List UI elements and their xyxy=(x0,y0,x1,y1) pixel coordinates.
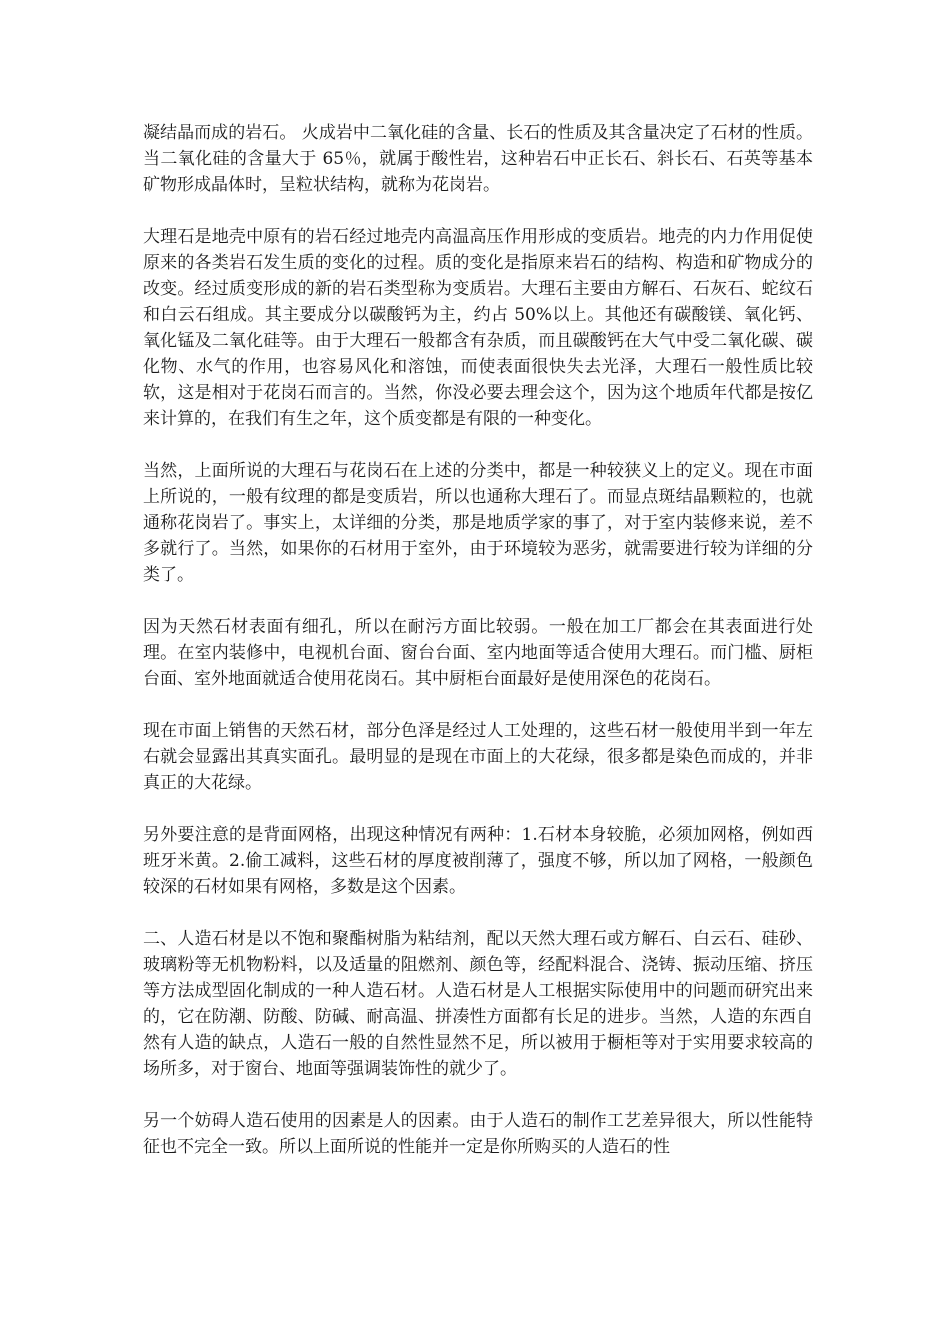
paragraph-human-factor: 另一个妨碍人造石使用的因素是人的因素。由于人造石的制作工艺差异很大，所以性能特征也不完全一致。所以上面所说的性能并一定是你所购买的人造石的性 xyxy=(143,1111,813,1157)
paragraph-artificial-stone: 二、人造石材是以不饱和聚酯树脂为粘结剂，配以天然大理石或方解石、白云石、硅砂、玻璃粉等无机物粉料，以及适量的阻燃剂、颜色等，经配料混合、浇铸、振动压缩、挤压等方法成型固化制成的一种人造石材。人造石材是人工根据实际使用中的问题而研究出来的，它在防潮、防酸、防碱、耐高温、拼凑性方面都有长足的进步。当然，人造的东西自然有人造的缺点，人造石一般的自然性显然不足，所以被用于橱柜等对于实用要求较高的场所多，对于窗台、地面等强调装饰性的就少了。 xyxy=(143,929,813,1079)
paragraph-classification: 当然，上面所说的大理石与花岗石在上述的分类中，都是一种较狭义上的定义。现在市面上所说的，一般有纹理的都是变质岩，所以也通称大理石了。而显点斑结晶颗粒的，也就通称花岗岩了。事实上，太详细的分类，那是地质学家的事了，对于室内装修来说，差不多就行了。当然，如果你的石材用于室外，由于环境较为恶劣，就需要进行较为详细的分类了。 xyxy=(143,461,813,585)
paragraph-granite-definition: 凝结晶而成的岩石。 火成岩中二氧化硅的含量、长石的性质及其含量决定了石材的性质。当二氧化硅的含量大于 65％，就属于酸性岩，这种岩石中正长石、斜长石、石英等基本矿物形成晶体时，呈粒状结构，就称为花岗岩。 xyxy=(143,123,813,195)
paragraph-marble-definition: 大理石是地壳中原有的岩石经过地壳内高温高压作用形成的变质岩。地壳的内力作用促使原来的各类岩石发生质的变化的过程。质的变化是指原来岩石的结构、构造和矿物成分的改变。经过质变形成的新的岩石类型称为变质岩。大理石主要由方解石、石灰石、蛇纹石和白云石组成。其主要成分以碳酸钙为主，约占 50%以上。其他还有碳酸镁、氧化钙、氧化锰及二氧化硅等。由于大理石一般都含有杂质，而且碳酸钙在大气中受二氧化碳、碳化物、水气的作用，也容易风化和溶蚀，而使表面很快失去光泽，大理石一般性质比较软，这是相对于花岗石而言的。当然，你没必要去理会这个，因为这个地质年代都是按亿来计算的，在我们有生之年，这个质变都是有限的一种变化。 xyxy=(143,227,813,429)
paragraph-dyed-stone: 现在市面上销售的天然石材，部分色泽是经过人工处理的，这些石材一般使用半到一年左右就会显露出其真实面孔。最明显的是现在市面上的大花绿，很多都是染色而成的，并非真正的大花绿。 xyxy=(143,721,813,793)
paragraph-back-mesh: 另外要注意的是背面网格，出现这种情况有两种：1.石材本身较脆，必须加网格，例如西班牙米黄。2.偷工减料，这些石材的厚度被削薄了，强度不够，所以加了网格，一般颜色较深的石材如果有网格，多数是这个因素。 xyxy=(143,825,813,897)
document-page xyxy=(143,120,813,1186)
paragraph-usage: 因为天然石材表面有细孔，所以在耐污方面比较弱。一般在加工厂都会在其表面进行处理。在室内装修中，电视机台面、窗台台面、室内地面等适合使用大理石。而门槛、厨柜台面、室外地面就适合使用花岗石。其中厨柜台面最好是使用深色的花岗石。 xyxy=(143,617,813,689)
